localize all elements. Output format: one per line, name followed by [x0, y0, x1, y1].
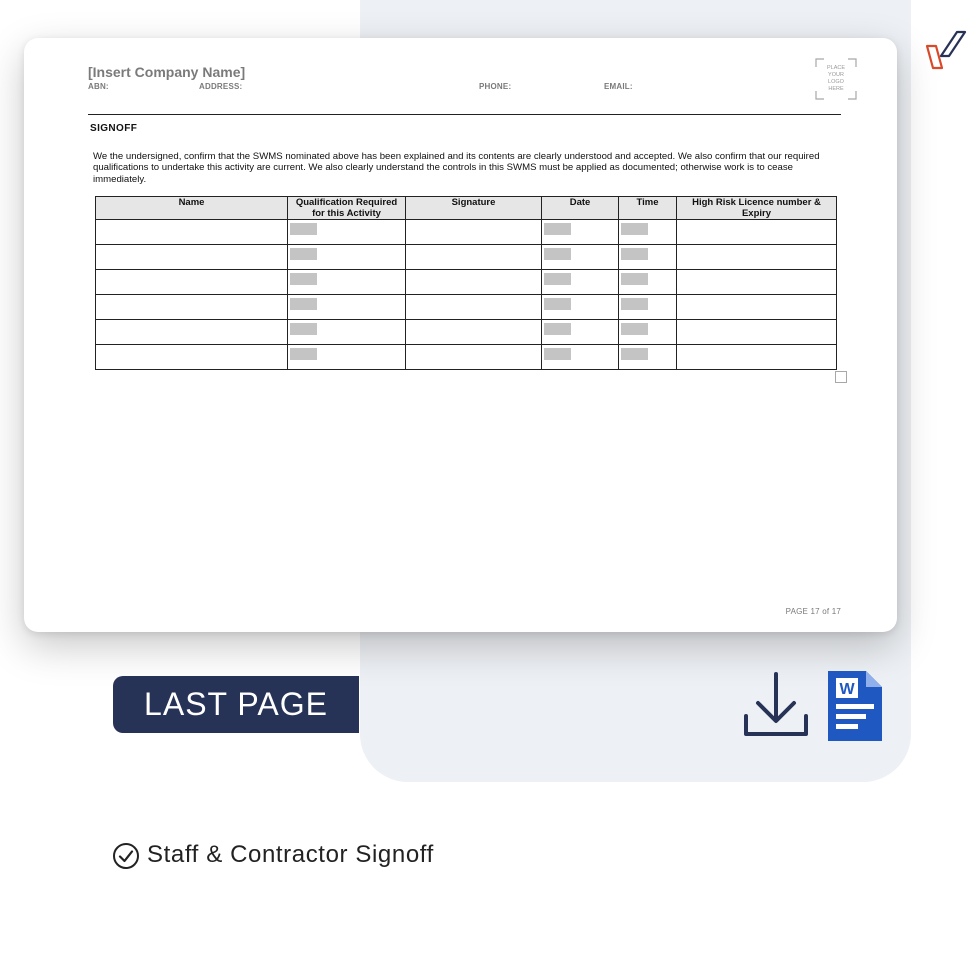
- logo-text-line: PLACE: [826, 65, 846, 71]
- section-title: SIGNOFF: [90, 123, 138, 134]
- form-field[interactable]: [621, 298, 648, 310]
- header-divider: [88, 114, 841, 115]
- abn-label: ABN:: [88, 82, 109, 91]
- document-page: [24, 38, 897, 632]
- table-cell: [288, 295, 406, 320]
- form-field[interactable]: [290, 298, 317, 310]
- table-cell: [619, 295, 677, 320]
- column-header-qualification: Qualification Required for this Activity: [288, 197, 406, 220]
- check-circle-icon: [112, 842, 140, 870]
- table-cell: [288, 245, 406, 270]
- form-field[interactable]: [621, 223, 648, 235]
- company-name: [Insert Company Name]: [88, 64, 246, 80]
- logo-text-line: LOGO: [828, 79, 844, 85]
- table-cell: [677, 295, 837, 320]
- table-row: [96, 270, 837, 295]
- form-field[interactable]: [544, 348, 571, 360]
- table-cell: [96, 270, 288, 295]
- table-cell: [96, 345, 288, 370]
- address-label: ADDRESS:: [199, 82, 243, 91]
- form-field[interactable]: [621, 323, 648, 335]
- table-cell: [96, 320, 288, 345]
- last-page-badge: LAST PAGE: [113, 676, 359, 733]
- table-cell: [542, 270, 619, 295]
- table-cell: [677, 270, 837, 295]
- table-cell: [542, 320, 619, 345]
- column-header-date: Date: [542, 197, 619, 220]
- email-label: EMAIL:: [604, 82, 633, 91]
- checkbox-marker: [835, 371, 847, 383]
- form-field[interactable]: [621, 348, 648, 360]
- table-cell: [288, 270, 406, 295]
- form-field[interactable]: [290, 273, 317, 285]
- table-cell: [619, 270, 677, 295]
- table-cell: [406, 220, 542, 245]
- table-cell: [288, 320, 406, 345]
- form-field[interactable]: [544, 248, 571, 260]
- table-row: [96, 220, 837, 245]
- column-header-licence: High Risk Licence number & Expiry: [677, 197, 837, 220]
- form-field[interactable]: [544, 273, 571, 285]
- table-header-row: [96, 197, 837, 220]
- brand-logo-icon: [923, 28, 969, 74]
- table-cell: [542, 295, 619, 320]
- form-field[interactable]: [290, 323, 317, 335]
- table-cell: [96, 245, 288, 270]
- table-cell: [542, 220, 619, 245]
- form-field[interactable]: [621, 273, 648, 285]
- column-header-name: Name: [96, 197, 288, 220]
- table-cell: [619, 220, 677, 245]
- table-cell: [619, 345, 677, 370]
- column-header-time: Time: [619, 197, 677, 220]
- table-row: [96, 345, 837, 370]
- logo-placeholder-text: [815, 65, 857, 93]
- signoff-paragraph: We the undersigned, confirm that the SWMS nominated above has been explained and its contents are clearly understood and accepted. We also confirm that our required qualifications to undertake this activity are current. We also clearly understand the controls in this SWMS must be applied as documented; otherwise work is to cease immediately.: [93, 151, 820, 185]
- page-number: PAGE 17 of 17: [785, 607, 841, 616]
- word-document-icon[interactable]: [826, 669, 884, 743]
- table-cell: [406, 245, 542, 270]
- table-row: [96, 320, 837, 345]
- form-field[interactable]: [621, 248, 648, 260]
- form-field[interactable]: [544, 298, 571, 310]
- table-cell: [406, 270, 542, 295]
- logo-text-line: HERE: [828, 86, 844, 92]
- signoff-table: [95, 196, 837, 370]
- download-icon[interactable]: [740, 670, 812, 742]
- table-cell: [677, 220, 837, 245]
- phone-label: PHONE:: [479, 82, 512, 91]
- table-cell: [406, 320, 542, 345]
- feature-label: Staff & Contractor Signoff: [147, 841, 434, 868]
- column-header-signature: Signature: [406, 197, 542, 220]
- table-cell: [288, 220, 406, 245]
- form-field[interactable]: [544, 323, 571, 335]
- table-cell: [619, 245, 677, 270]
- form-field[interactable]: [290, 348, 317, 360]
- form-field[interactable]: [290, 223, 317, 235]
- table-cell: [677, 345, 837, 370]
- table-cell: [96, 220, 288, 245]
- table-cell: [288, 345, 406, 370]
- table-row: [96, 295, 837, 320]
- table-row: [96, 245, 837, 270]
- form-field[interactable]: [544, 223, 571, 235]
- table-cell: [677, 245, 837, 270]
- table-cell: [406, 295, 542, 320]
- table-cell: [406, 345, 542, 370]
- logo-placeholder: [815, 58, 857, 100]
- svg-text:W: W: [839, 681, 855, 698]
- table-cell: [619, 320, 677, 345]
- form-field[interactable]: [290, 248, 317, 260]
- table-cell: [677, 320, 837, 345]
- table-cell: [96, 295, 288, 320]
- table-cell: [542, 345, 619, 370]
- logo-text-line: YOUR: [828, 72, 844, 78]
- table-cell: [542, 245, 619, 270]
